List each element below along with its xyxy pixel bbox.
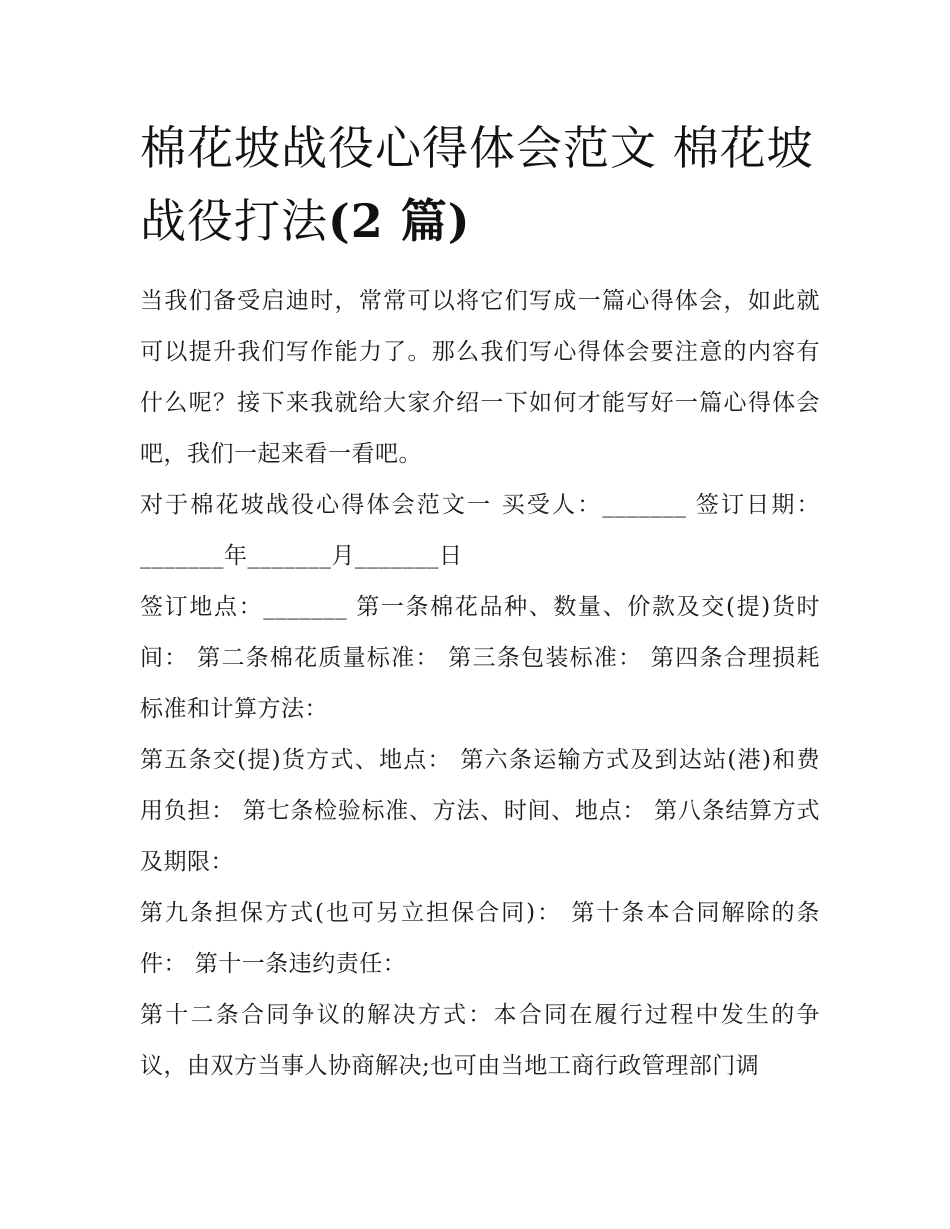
contract-clauses-9-11: 第九条担保方式(也可另立担保合同)： 第十条本合同解除的条件： 第十一条违约责任： <box>140 900 820 977</box>
title-text: 棉花坡战役心得体会范文 棉花坡战役打法 <box>140 121 814 248</box>
contract-clauses-5-8: 第五条交(提)货方式、地点： 第六条运输方式及到达站(港)和费用负担： 第七条检验标准、方法、时间、地点： 第八条结算方式及期限： <box>140 747 820 875</box>
contract-header-paragraph: 对于棉花坡战役心得体会范文一 买受人：_______ 签订日期：_______年_______月_______日 <box>140 492 820 569</box>
contract-clauses-1-4: 签订地点：_______ 第一条棉花品种、数量、价款及交(提)货时间： 第二条棉花质量标准： 第三条包装标准： 第四条合理损耗标准和计算方法： <box>140 594 820 722</box>
title-count: (2 篇) <box>328 194 471 248</box>
intro-paragraph: 当我们备受启迪时，常常可以将它们写成一篇心得体会，如此就可以提升我们写作能力了。那么我们写心得体会要注意的内容有什么呢？接下来我就给大家介绍一下如何才能写好一篇心得体会吧，我们一起来看一看吧。 <box>140 288 820 467</box>
contract-clause-12: 第十二条合同争议的解决方式：本合同在履行过程中发生的争议，由双方当事人协商解决;也可由当地工商行政管理部门调 <box>140 1002 820 1079</box>
document-body <box>140 276 820 1092</box>
page-title <box>140 112 820 258</box>
